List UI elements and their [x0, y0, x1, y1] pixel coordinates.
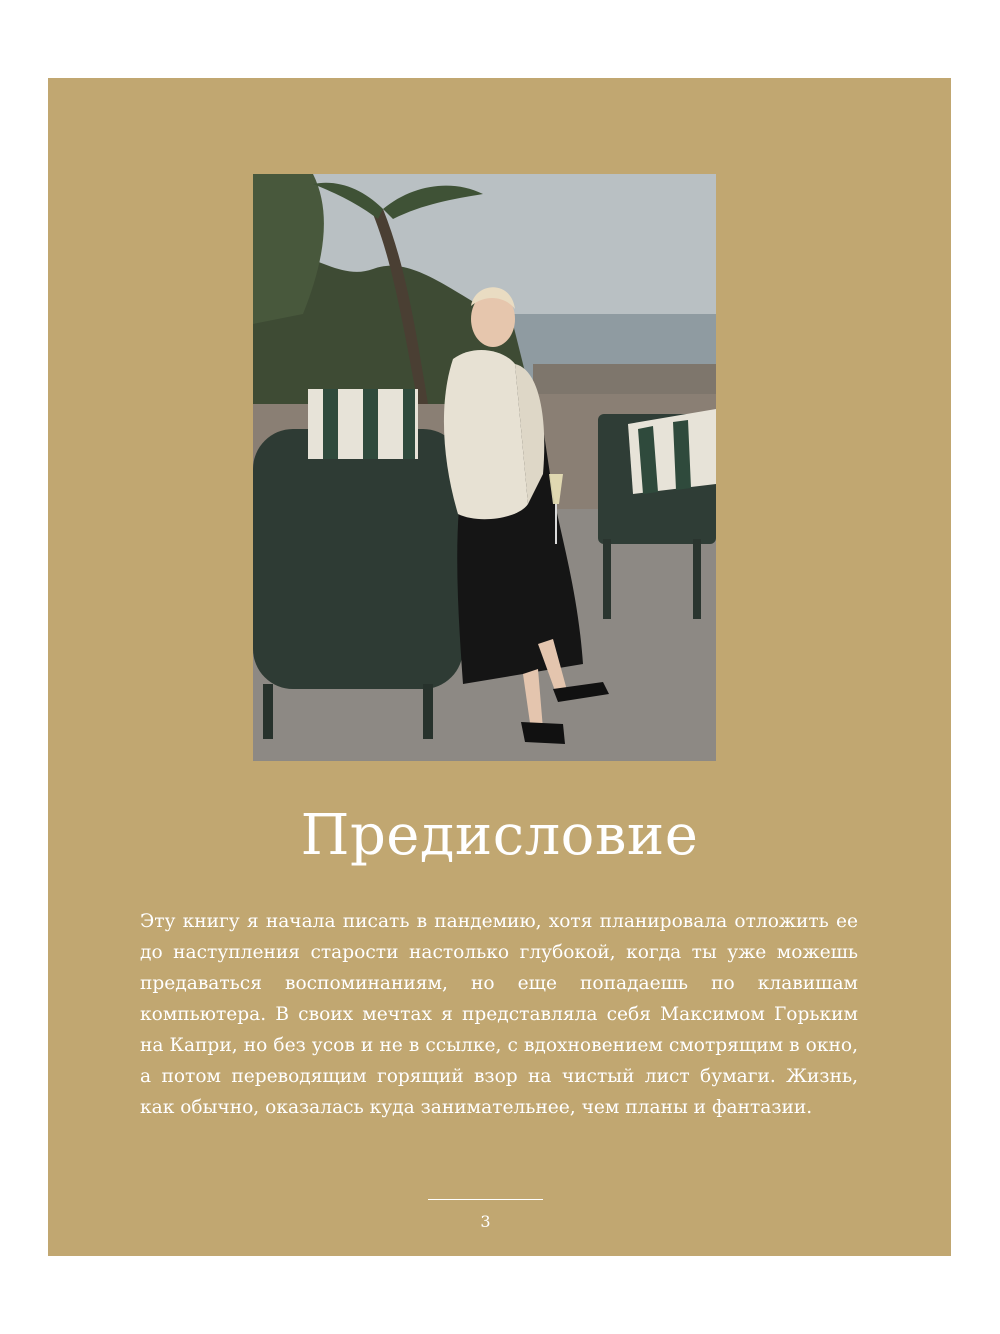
- body-paragraph: Эту книгу я начала писать в пандемию, хотя планировала отложить ее до наступления старости настолько глубокой, когда ты уже можешь предаваться воспоминаниям, но еще попадаешь по клавишам компьютера. В своих мечтах я представляла себя Максимом Горьким на Капри, но без усов и не в ссылке, с вдохновением смотрящим в окно, а потом переводящим горящий взор на чистый лист бумаги. Жизнь, как обычно, оказалась куда занимательнее, чем планы и фантазии.: [140, 911, 858, 1118]
- footer-divider: [428, 1199, 543, 1200]
- photo-chair-left: [253, 429, 463, 689]
- photo-illustration: [253, 174, 716, 761]
- photo-jacket: [444, 350, 528, 519]
- page-number: 3: [480, 1212, 491, 1231]
- page-title: Предисловие: [300, 803, 699, 868]
- photo-image: [253, 174, 716, 761]
- book-page: [48, 78, 951, 1256]
